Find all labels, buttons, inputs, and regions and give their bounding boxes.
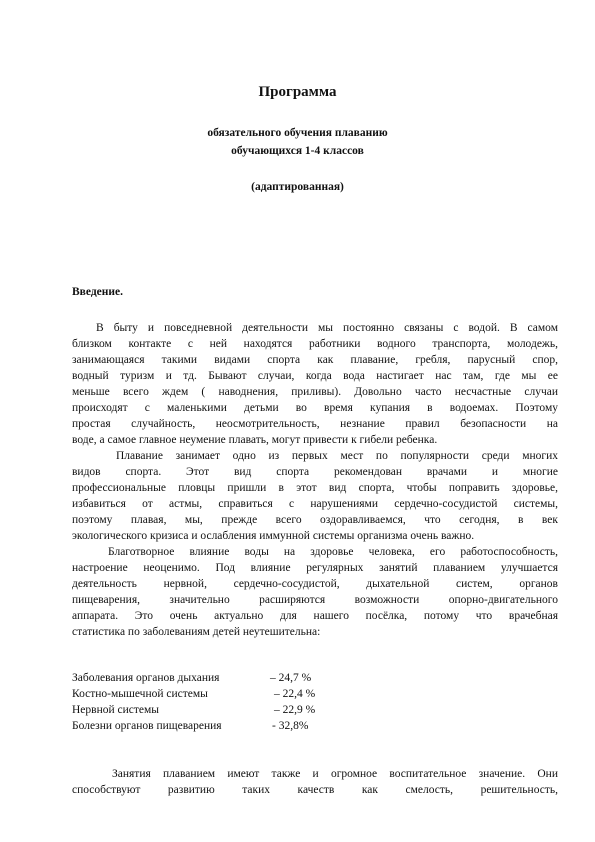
stat-name: Костно-мышечной системы bbox=[72, 688, 208, 700]
paragraph-line: поэтому плавая, мы, прежде всего оздоравливаемся, что сегодня, в век bbox=[72, 514, 558, 526]
intro-heading: Введение. bbox=[72, 286, 123, 298]
paragraph-line: аппарата. Это очень актуально для нашего посёлка, потому что врачебная bbox=[72, 610, 558, 622]
paragraph-line: занимающаяся такими видами спорта как плавание, гребля, парусный спор, bbox=[72, 354, 558, 366]
subtitle-line-2: обучающихся 1-4 классов bbox=[231, 145, 364, 157]
subtitle-line-1: обязательного обучения плаванию bbox=[207, 127, 388, 139]
paragraph-line: близком контакте с ней находятся работники водного транспорта, молодежь, bbox=[72, 338, 558, 350]
paragraph-line: водный туризм и тд. Бывают случаи, когда вода настигает нас там, где мы ее bbox=[72, 370, 558, 382]
paragraph-line: меньше всего ждем ( наводнения, приливы). Довольно часто несчастные случаи bbox=[72, 386, 558, 398]
paragraph-line: избавиться от астмы, справиться с нарушениями сердечно-сосудистой системы, bbox=[72, 498, 558, 510]
stat-value: - 32,8% bbox=[272, 720, 309, 732]
paragraph-line: Благотворное влияние воды на здоровье человека, его работоспособность, bbox=[108, 546, 558, 558]
paragraph-line: видов спорта. Этот вид спорта рекомендован врачами и многие bbox=[72, 466, 558, 478]
paragraph-line: деятельность нервной, сердечно-сосудистой, дыхательной систем, органов bbox=[72, 578, 558, 590]
stat-value: – 24,7 % bbox=[270, 672, 312, 684]
paragraph-line: происходят с маленькими детьми во время купания в водоемах. Поэтому bbox=[72, 402, 558, 414]
stat-name: Болезни органов пищеварения bbox=[72, 720, 222, 732]
stat-name: Заболевания органов дыхания bbox=[72, 672, 220, 684]
paragraph-line: экологического кризиса и ослабления иммунной системы организма очень важно. bbox=[72, 530, 475, 542]
paragraph-line: Плавание занимает одно из первых мест по популярности среди многих bbox=[116, 450, 558, 462]
paragraph-line: статистика по заболеваниям детей неутешительна: bbox=[72, 626, 321, 638]
paragraph-line: воде, а самое главное неумение плавать, могут привести к гибели ребенка. bbox=[72, 434, 438, 446]
closing-line: способствуют развитию таких качеств как смелость, решительность, bbox=[72, 784, 558, 796]
stat-value: – 22,9 % bbox=[274, 704, 316, 716]
closing-line: Занятия плаванием имеют также и огромное воспитательное значение. Они bbox=[112, 768, 558, 780]
stat-value: – 22,4 % bbox=[274, 688, 316, 700]
paragraph-line: простая случайность, неосмотрительность, незнание правил безопасности на bbox=[72, 418, 558, 430]
paragraph-line: профессиональные пловцы пришли в этот вид спорта, чтобы поправить здоровье, bbox=[72, 482, 558, 494]
adapted-label: (адаптированная) bbox=[251, 181, 344, 193]
stat-name: Нервной системы bbox=[72, 704, 160, 716]
paragraph-line: пищеварения, значительно расширяются возможности опорно-двигательного bbox=[72, 594, 558, 606]
document-title: Программа bbox=[258, 84, 337, 100]
paragraph-line: В быту и повседневной деятельности мы постоянно связаны с водой. В самом bbox=[96, 322, 558, 334]
paragraph-line: настроение неоценимо. Под влияние регулярных занятий плаванием улучшается bbox=[72, 562, 558, 574]
